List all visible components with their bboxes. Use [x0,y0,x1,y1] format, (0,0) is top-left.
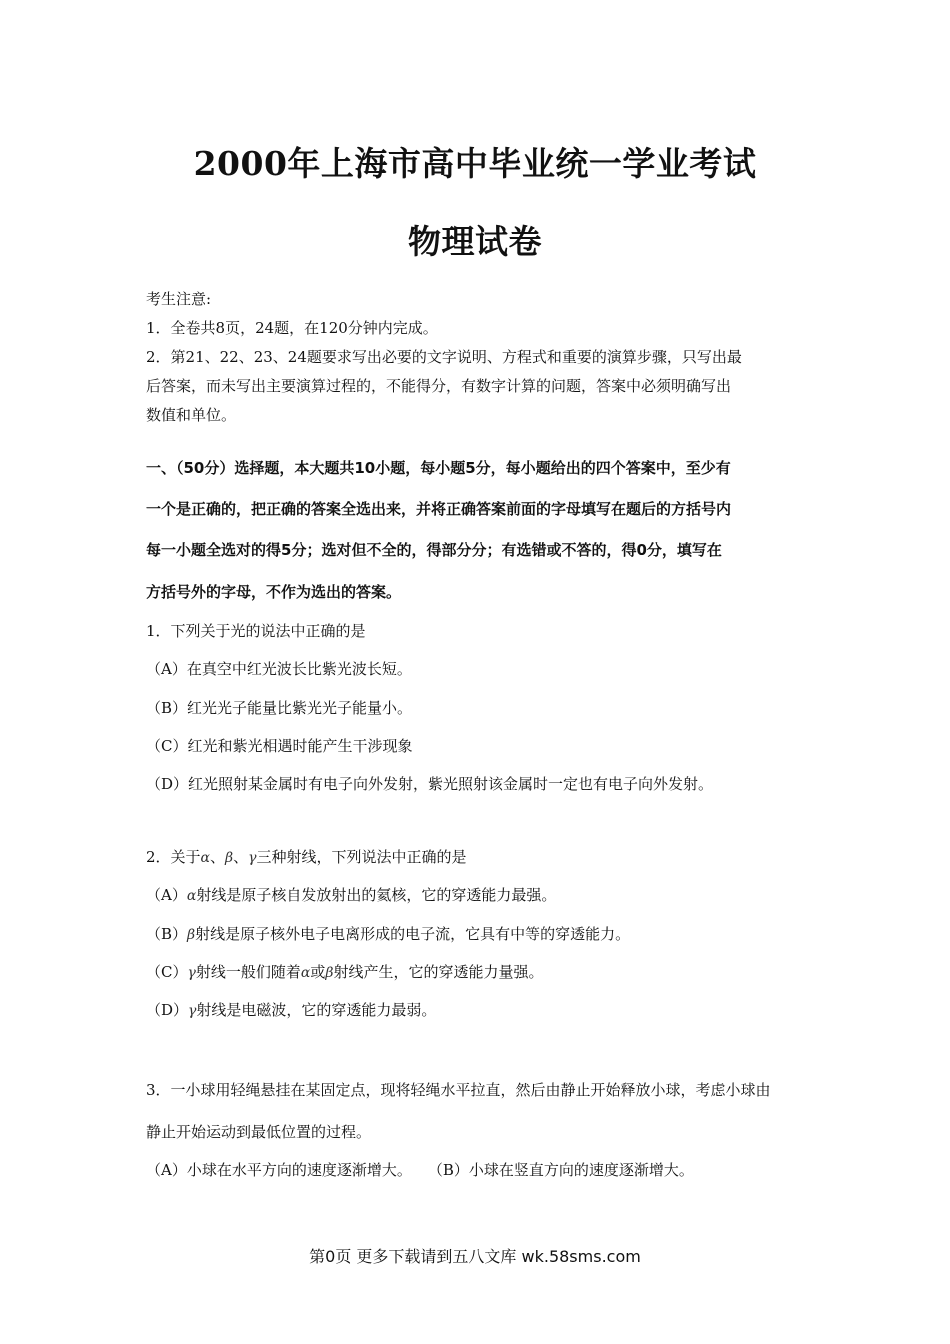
q3-option-b: （B）小球在竖直方向的速度逐渐增大。 [427,1161,694,1179]
notice-item-2-line-2: 后答案，而未写出主要演算过程的，不能得分，有数字计算的问题，答案中必须明确写出 [146,377,732,395]
page-footer: 第0页 更多下载请到五八文库 wk.58sms.com [309,1247,641,1266]
notice-heading: 考生注意: [146,290,212,308]
q2-option-a-text: 射线是原子核自发放射出的氦核，它的穿透能力最强。 [196,886,557,904]
notice-item-1: 1．全卷共8页，24题，在120分钟内完成。 [146,319,438,337]
notice-item-2-line-1: 2．第21、22、23、24题要求写出必要的文字说明、方程式和重要的演算步骤，只写出最 [146,348,742,366]
q3-stem-line-2: 静止开始运动到最低位置的过程。 [146,1123,372,1141]
beta-symbol: β [225,850,234,866]
q2-option-a [146,885,816,906]
q1-stem: 1．下列关于光的说法中正确的是 [146,622,366,640]
q1-option-b: （B）红光光子能量比紫光光子能量小。 [146,699,413,717]
alpha-symbol: α [186,888,197,904]
beta-symbol: β [325,965,334,981]
exam-title: 2000年上海市高中毕业统一学业考试 [193,144,757,183]
beta-symbol: β [187,927,196,943]
q2-option-d-label: （D） [146,1001,189,1019]
q2-option-b-label: （B） [146,925,188,943]
q1-option-d: （D）红光照射某金属时有电子向外发射，紫光照射该金属时一定也有电子向外发射。 [146,775,714,793]
q2-option-c-or: 或 [310,963,326,981]
q2-option-d [146,1000,816,1021]
gamma-symbol: γ [188,1003,197,1019]
gamma-symbol: γ [187,965,196,981]
q1-option-a: （A）在真空中红光波长比紫光波长短。 [146,660,412,678]
q3-option-a: （A）小球在水平方向的速度逐渐增大。 [146,1161,412,1179]
q1-option-c: （C）红光和紫光相遇时能产生干涉现象 [146,737,413,755]
q2-option-b [146,924,816,945]
q2-option-b-text: 射线是原子核外电子电离形成的电子流，它具有中等的穿透能力。 [195,925,631,943]
alpha-symbol: α [200,850,211,866]
exam-subtitle: 物理试卷 [408,222,542,261]
section-instructions-line-3: 每一小题全选对的得5分；选对但不全的，得部分分；有选错或不答的，得0分，填写在 [146,541,722,559]
q2-separator: 、 [233,848,249,866]
q2-option-d-text: 射线是电磁波，它的穿透能力最弱。 [196,1001,437,1019]
q2-stem [146,847,816,868]
section-instructions-line-2: 一个是正确的，把正确的答案全选出来，并将正确答案前面的字母填写在题后的方括号内 [146,500,732,518]
gamma-symbol: γ [248,850,257,866]
q2-stem-prefix: 2．关于 [146,848,201,866]
alpha-symbol: α [300,965,311,981]
q2-separator: 、 [210,848,226,866]
q2-stem-suffix: 三种射线，下列说法中正确的是 [256,848,467,866]
q2-option-c-text-1: 射线一般们随着 [195,963,301,981]
q2-option-c-label: （C） [146,963,188,981]
q3-options-row [146,1160,816,1180]
section-instructions-line-1: 一、（50分）选择题，本大题共10小题，每小题5分，每小题给出的四个答案中，至少有 [146,459,731,477]
q3-stem-line-1: 3．一小球用轻绳悬挂在某固定点，现将轻绳水平拉直，然后由静止开始释放小球，考虑小球由 [146,1081,771,1099]
section-instructions-line-4: 方括号外的字母，不作为选出的答案。 [146,583,402,601]
q2-option-c [146,962,816,983]
q2-option-a-label: （A） [146,886,187,904]
notice-item-2-line-3: 数值和单位。 [146,406,237,424]
q2-option-c-text-2: 射线产生，它的穿透能力量强。 [333,963,544,981]
